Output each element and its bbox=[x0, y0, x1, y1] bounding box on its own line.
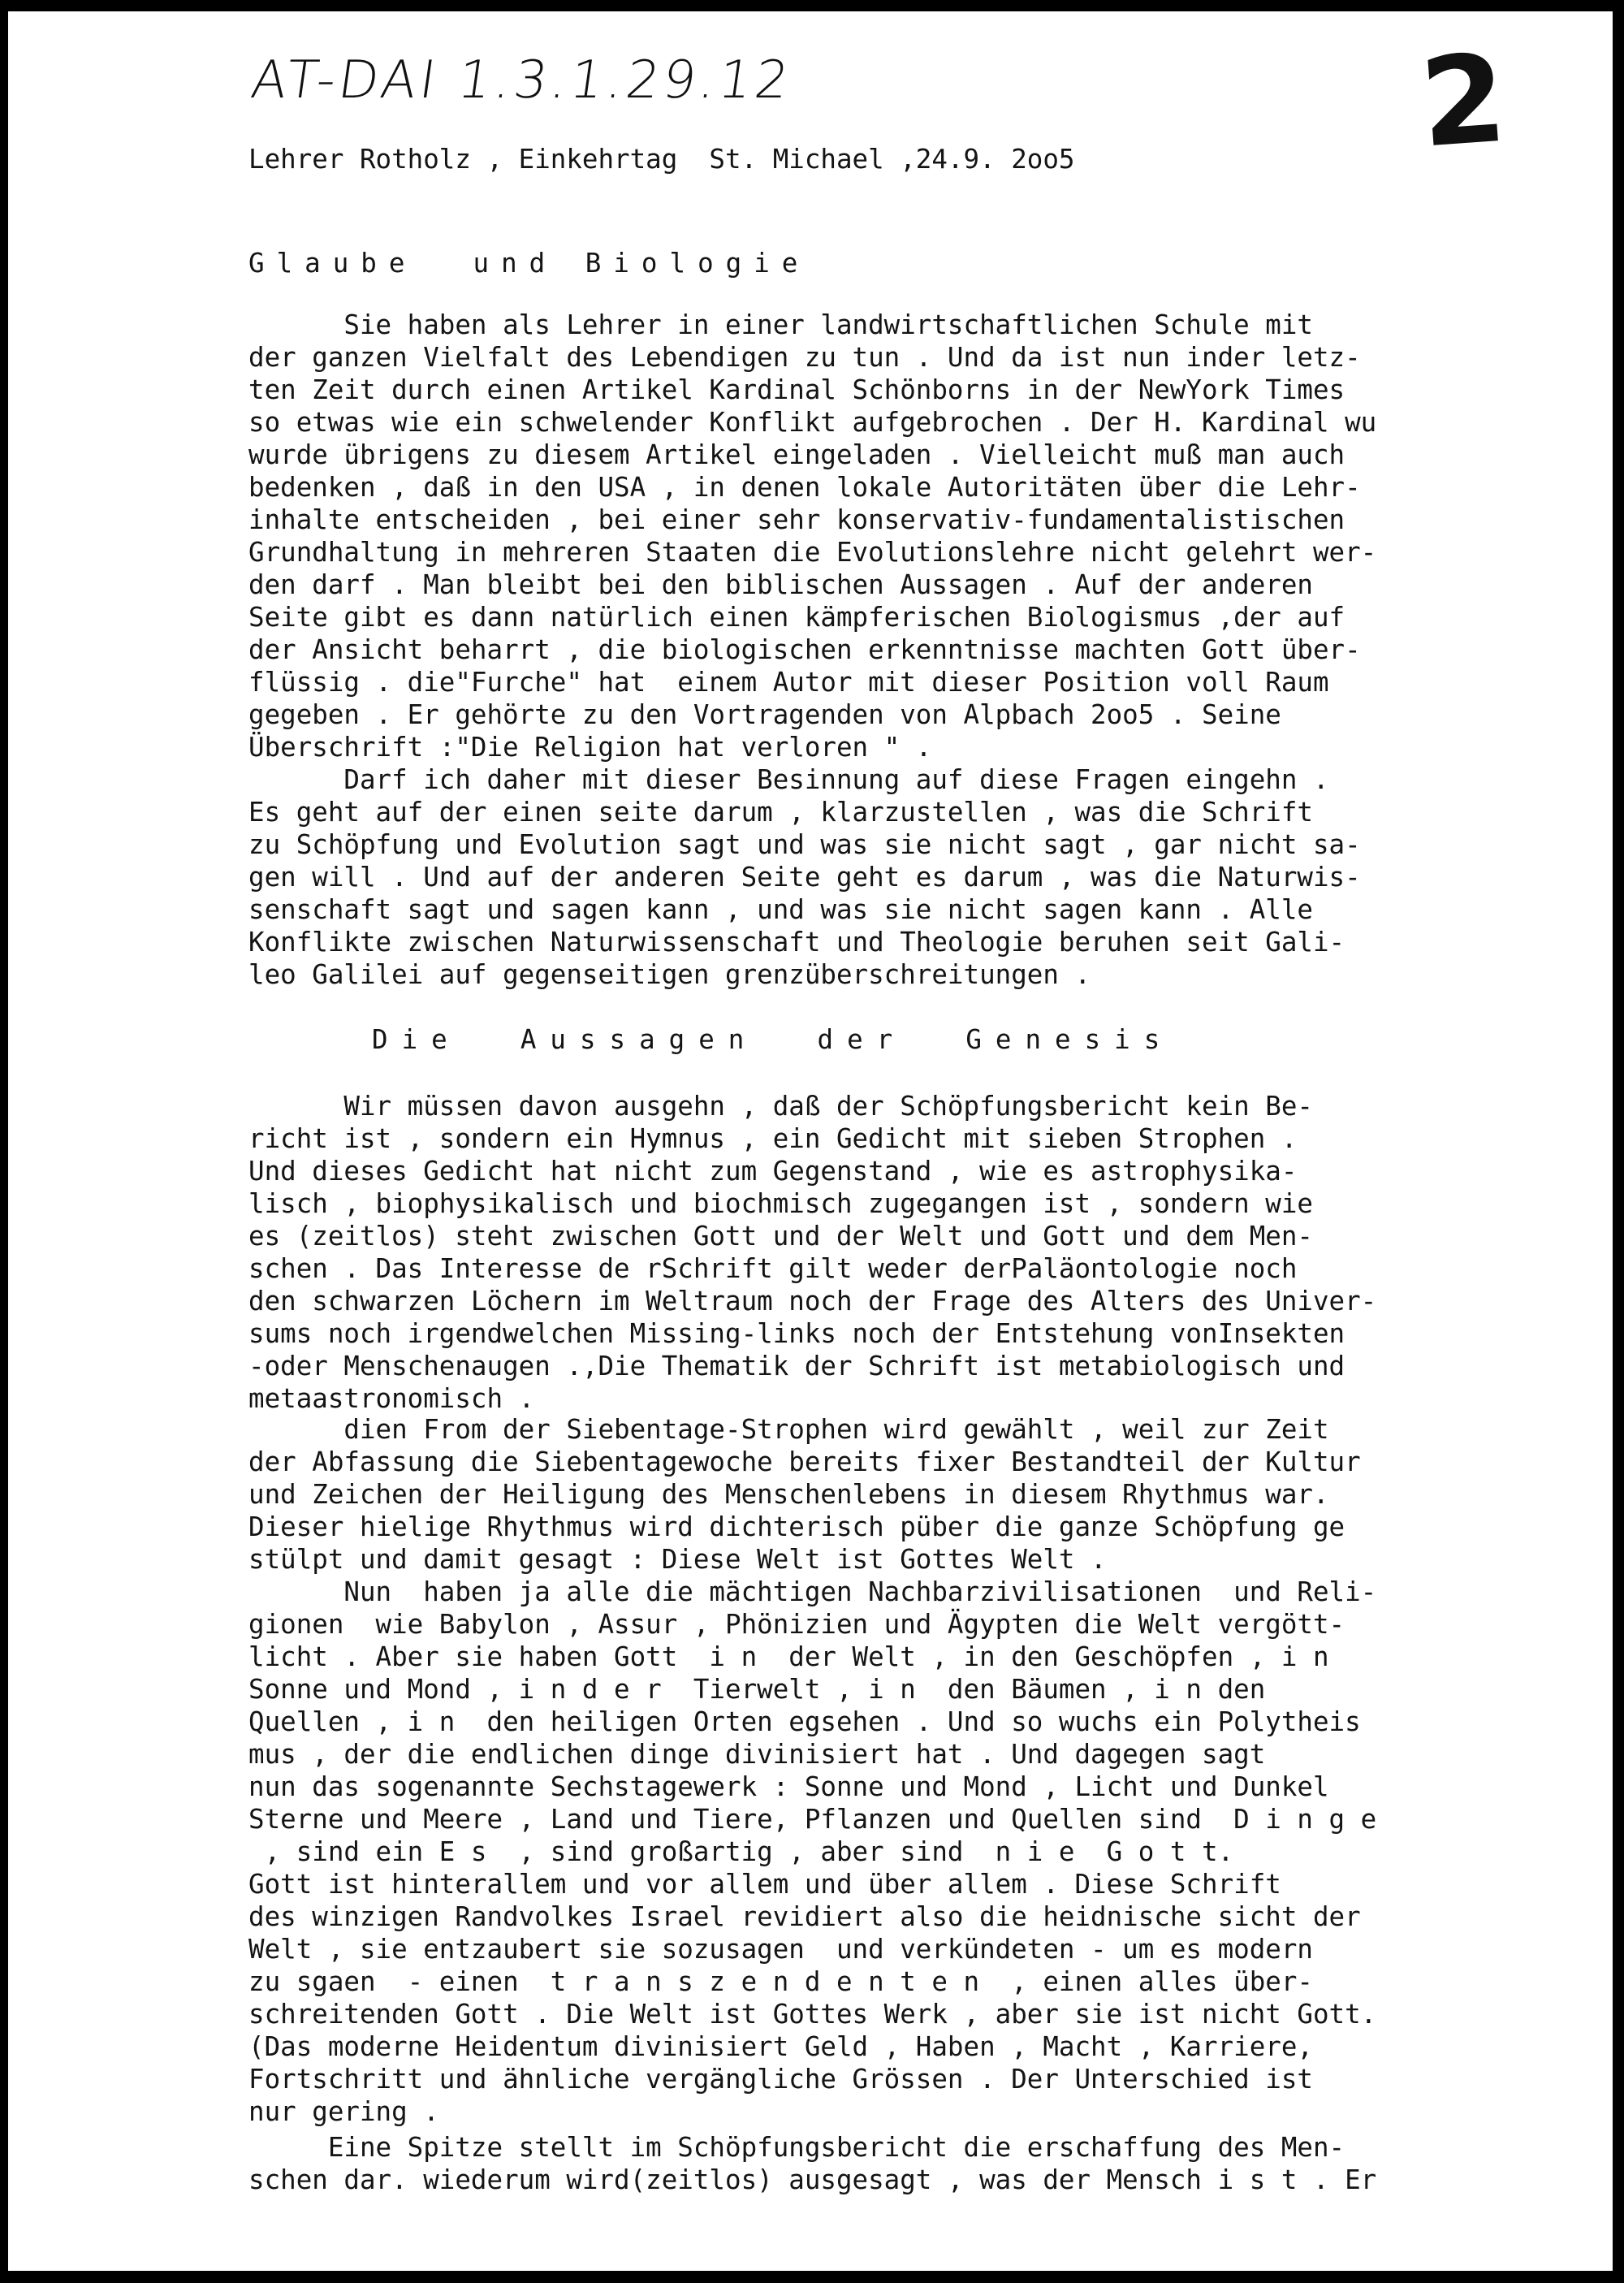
text-line: Fortschritt und ähnliche vergängliche Grössen . Der Unterschied ist bbox=[248, 2064, 1313, 2095]
text-line: stülpt und damit gesagt : Diese Welt ist Gottes Welt . bbox=[248, 1544, 1107, 1575]
text-line: den darf . Man bleibt bei den biblischen Aussagen . Auf der anderen bbox=[248, 569, 1313, 600]
section-heading-glaube-und-biologie: Glaube und Biologie bbox=[248, 248, 810, 279]
paragraph-hymnus bbox=[248, 1090, 1376, 1415]
text-line: wurde übrigens zu diesem Artikel eingeladen . Vielleicht muß man auch bbox=[248, 439, 1345, 470]
text-line: gegeben . Er gehörte zu den Vortragenden von Alpbach 2oo5 . Seine bbox=[248, 699, 1281, 730]
text-line: gionen wie Babylon , Assur , Phönizien und Ägypten die Welt vergött- bbox=[248, 1609, 1345, 1640]
text-line: und Zeichen der Heiligung des Menschenlebens in diesem Rhythmus war. bbox=[248, 1479, 1329, 1510]
text-line: -oder Menschenaugen .,Die Thematik der Schrift ist metabiologisch und bbox=[248, 1351, 1345, 1381]
text-line: der ganzen Vielfalt des Lebendigen zu tun . Und da ist nun inder letz- bbox=[248, 342, 1361, 373]
section-heading-aussagen-der-genesis: Die Aussagen der Genesis bbox=[372, 1024, 1174, 1055]
text-line: der Abfassung die Siebentagewoche bereits fixer Bestandteil der Kultur bbox=[248, 1446, 1361, 1477]
text-line: der Ansicht beharrt , die biologischen erkenntnisse machten Gott über- bbox=[248, 634, 1361, 665]
text-line: Welt , sie entzaubert sie sozusagen und verkündeten - um es modern bbox=[248, 1934, 1313, 1965]
text-line: Nun haben ja alle die mächtigen Nachbarzivilisationen und Reli- bbox=[248, 1576, 1377, 1607]
text-line: mus , der die endlichen dinge divinisiert hat . Und dagegen sagt bbox=[248, 1739, 1266, 1770]
text-line: Wir müssen davon ausgehn , daß der Schöpfungsbericht kein Be- bbox=[248, 1091, 1313, 1122]
handwritten-page-number: 2 bbox=[1416, 28, 1511, 175]
text-line: Seite gibt es dann natürlich einen kämpferischen Biologismus ,der auf bbox=[248, 602, 1345, 633]
text-line: Darf ich daher mit dieser Besinnung auf diese Fragen eingehn . bbox=[248, 764, 1329, 795]
text-line: nur gering . bbox=[248, 2096, 439, 2127]
text-line: metaastronomisch . bbox=[248, 1383, 535, 1414]
text-line: sums noch irgendwelchen Missing-links noch der Entstehung vonInsekten bbox=[248, 1318, 1345, 1349]
text-line: Und dieses Gedicht hat nicht zum Gegenstand , wie es astrophysika- bbox=[248, 1156, 1298, 1187]
text-line: gen will . Und auf der anderen Seite geht es darum , was die Naturwis- bbox=[248, 862, 1361, 893]
text-line: Konflikte zwischen Naturwissenschaft und Theologie beruhen seit Gali- bbox=[248, 927, 1345, 958]
text-line: nun das sogenannte Sechstagewerk : Sonne und Mond , Licht und Dunkel bbox=[248, 1771, 1329, 1802]
document-page bbox=[8, 11, 1613, 2271]
text-line: Eine Spitze stellt im Schöpfungsbericht die erschaffung des Men- bbox=[248, 2132, 1345, 2163]
text-line: Sie haben als Lehrer in einer landwirtschaftlichen Schule mit bbox=[248, 309, 1313, 340]
text-line: Quellen , i n den heiligen Orten egsehen . Und so wuchs ein Polytheis bbox=[248, 1706, 1361, 1737]
text-line: Sonne und Mond , i n d e r Tierwelt , i n den Bäumen , i n den bbox=[248, 1674, 1266, 1705]
text-line: Sterne und Meere , Land und Tiere, Pflanzen und Quellen sind D i n g e bbox=[248, 1804, 1377, 1835]
text-line: schreitenden Gott . Die Welt ist Gottes Werk , aber sie ist nicht Gott. bbox=[248, 1999, 1377, 2030]
text-line: Gott ist hinterallem und vor allem und über allem . Diese Schrift bbox=[248, 1869, 1281, 1900]
text-line: (Das moderne Heidentum divinisiert Geld , Haben , Macht , Karriere, bbox=[248, 2031, 1313, 2062]
header-line: Lehrer Rotholz , Einkehrtag St. Michael ,24.9. 2oo5 bbox=[248, 144, 1075, 175]
text-line: zu Schöpfung und Evolution sagt und was sie nicht sagt , gar nicht sa- bbox=[248, 829, 1361, 860]
text-line: schen dar. wiederum wird(zeitlos) ausgesagt , was der Mensch i s t . Er bbox=[248, 2164, 1377, 2195]
text-line: so etwas wie ein schwelender Konflikt aufgebrochen . Der H. Kardinal wu bbox=[248, 407, 1377, 438]
paragraph-besinnung bbox=[248, 763, 1361, 991]
text-line: dien From der Siebentage-Strophen wird gewählt , weil zur Zeit bbox=[248, 1414, 1329, 1445]
text-line: richt ist , sondern ein Hymnus , ein Gedicht mit sieben Strophen . bbox=[248, 1123, 1298, 1154]
paragraph-nachbarzivilisationen bbox=[248, 1576, 1376, 2128]
paragraph-erschaffung-des-menschen bbox=[248, 2131, 1376, 2196]
text-line: lisch , biophysikalisch und biochmisch zugegangen ist , sondern wie bbox=[248, 1188, 1313, 1219]
text-line: es (zeitlos) steht zwischen Gott und der Welt und Gott und dem Men- bbox=[248, 1221, 1313, 1252]
text-line: bedenken , daß in den USA , in denen lokale Autoritäten über die Lehr- bbox=[248, 472, 1361, 503]
text-line: schen . Das Interesse de rSchrift gilt weder derPaläontologie noch bbox=[248, 1253, 1298, 1284]
text-line: leo Galilei auf gegenseitigen grenzüberschreitungen . bbox=[248, 959, 1091, 990]
text-line: Grundhaltung in mehreren Staaten die Evolutionslehre nicht gelehrt wer- bbox=[248, 537, 1377, 568]
text-line: licht . Aber sie haben Gott i n der Welt , in den Geschöpfen , i n bbox=[248, 1641, 1329, 1672]
text-line: senschaft sagt und sagen kann , und was sie nicht sagen kann . Alle bbox=[248, 894, 1313, 925]
text-line: inhalte entscheiden , bei einer sehr konservativ-fundamentalistischen bbox=[248, 504, 1345, 535]
handwritten-archive-id: AT-DAI 1.3.1.29.12 bbox=[247, 50, 796, 110]
paragraph-siebentage bbox=[248, 1413, 1361, 1576]
text-line: Es geht auf der einen seite darum , klarzustellen , was die Schrift bbox=[248, 797, 1313, 828]
text-line: , sind ein E s , sind großartig , aber sind n i e G o t t. bbox=[248, 1836, 1234, 1867]
text-line: Überschrift :"Die Religion hat verloren " . bbox=[248, 732, 932, 763]
text-line: flüssig . die"Furche" hat einem Autor mit dieser Position voll Raum bbox=[248, 667, 1329, 698]
text-line: den schwarzen Löchern im Weltraum noch der Frage des Alters des Univer- bbox=[248, 1286, 1377, 1317]
text-line: des winzigen Randvolkes Israel revidiert also die heidnische sicht der bbox=[248, 1901, 1361, 1932]
text-line: ten Zeit durch einen Artikel Kardinal Schönborns in der NewYork Times bbox=[248, 374, 1345, 405]
paragraph-intro bbox=[248, 309, 1376, 763]
text-line: zu sgaen - einen t r a n s z e n d e n t e n , einen alles über- bbox=[248, 1966, 1313, 1997]
text-line: Dieser hielige Rhythmus wird dichterisch püber die ganze Schöpfung ge bbox=[248, 1511, 1345, 1542]
